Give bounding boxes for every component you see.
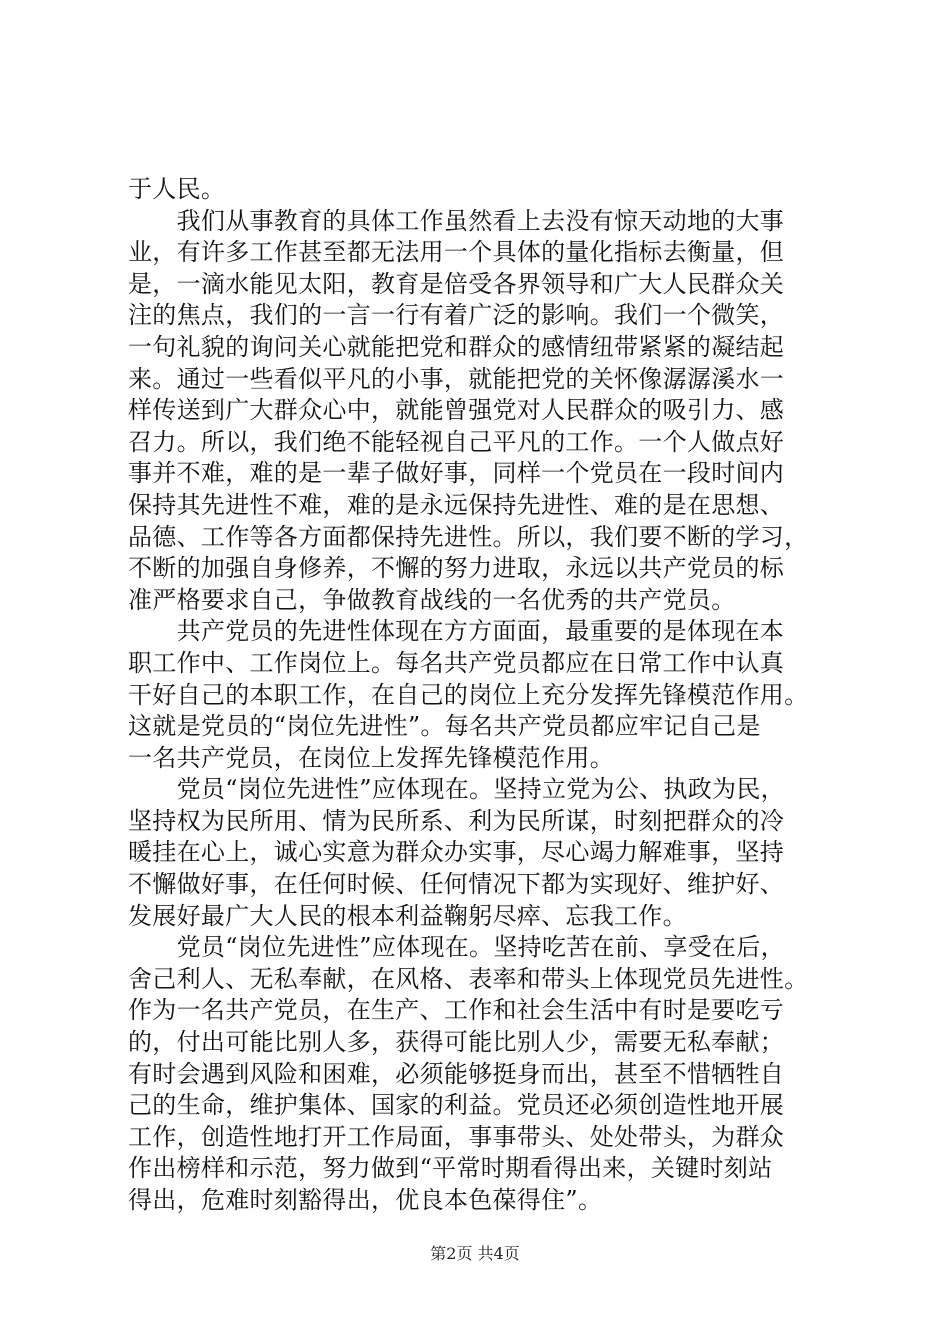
text-line: 己的生命，维护集体、国家的利益。党员还必须创造性地开展 [128, 1091, 785, 1120]
text-line: 暖挂在心上，诚心实意为群众办实事，尽心竭力解难事，坚持 [128, 838, 785, 867]
text-line: 来。通过一些看似平凡的小事，就能把党的关怀像潺潺溪水一 [128, 364, 785, 393]
text-line: 业，有许多工作甚至都无法用一个具体的量化指标去衡量，但 [128, 238, 785, 267]
text-line: 党员“岗位先进性”应体现在。坚持立党为公、执政为民， [128, 775, 785, 804]
text-line: 一句礼貌的询问关心就能把党和群众的感情纽带紧紧的凝结起 [128, 332, 785, 361]
page-footer: 第2页 共4页 [430, 1244, 520, 1263]
text-line: 于人民。 [128, 175, 226, 203]
text-line: 有时会遇到风险和困难，必须能够挺身而出，甚至不惜牺牲自 [128, 1059, 785, 1088]
text-line: 工作，创造性地打开工作局面，事事带头、处处带头，为群众 [128, 1122, 785, 1151]
text-line: 党员“岗位先进性”应体现在。坚持吃苦在前、享受在后， [128, 933, 785, 962]
text-line: 这就是党员的“岗位先进性”。每名共产党员都应牢记自己是 [128, 712, 761, 741]
text-line: 得出，危难时刻豁得出，优良本色葆得住”。 [128, 1186, 603, 1214]
text-line: 不懈做好事，在任何时候、任何情况下都为实现好、维护好、 [128, 870, 785, 899]
text-line: 不断的加强自身修养，不懈的努力进取，永远以共产党员的标 [128, 554, 785, 583]
text-line: 是，一滴水能见太阳，教育是倍受各界领导和广大人民群众关 [128, 269, 785, 298]
text-line: 准严格要求自己，争做教育战线的一名优秀的共产党员。 [128, 585, 736, 614]
text-line: 保持其先进性不难，难的是永远保持先进性、难的是在思想、 [128, 490, 785, 519]
text-line: 我们从事教育的具体工作虽然看上去没有惊天动地的大事 [128, 206, 785, 235]
text-line: 样传送到广大群众心中，就能曾强党对人民群众的吸引力、感 [128, 396, 785, 425]
text-line: 干好自己的本职工作，在自己的岗位上充分发挥先锋模范作用。 [128, 680, 809, 709]
text-line: 发展好最广大人民的根本利益鞠躬尽瘁、忘我工作。 [128, 901, 687, 930]
text-line: 舍己利人、无私奉献，在风格、表率和带头上体现党员先进性。 [128, 964, 809, 993]
text-line: 注的焦点，我们的一言一行有着广泛的影响。我们一个微笑， [128, 301, 785, 330]
text-line: 共产党员的先进性体现在方方面面，最重要的是体现在本 [128, 617, 785, 646]
text-line: 坚持权为民所用、情为民所系、利为民所谋，时刻把群众的冷 [128, 806, 785, 835]
text-line: 作为一名共产党员，在生产、工作和社会生活中有时是要吃亏 [128, 996, 785, 1025]
text-line: 品德、工作等各方面都保持先进性。所以，我们要不断的学习， [128, 522, 809, 551]
text-line: 作出榜样和示范，努力做到“平常时期看得出来，关键时刻站 [128, 1154, 773, 1183]
text-line: 职工作中、工作岗位上。每名共产党员都应在日常工作中认真 [128, 648, 785, 677]
text-line: 一名共产党员，在岗位上发挥先锋模范作用。 [128, 743, 614, 772]
text-line: 事并不难，难的是一辈子做好事，同样一个党员在一段时间内 [128, 459, 785, 488]
document-body [128, 174, 848, 1217]
text-line: 的，付出可能比别人多，获得可能比别人少，需要无私奉献； [128, 1028, 785, 1057]
text-line: 召力。所以，我们绝不能轻视自己平凡的工作。一个人做点好 [128, 427, 785, 456]
